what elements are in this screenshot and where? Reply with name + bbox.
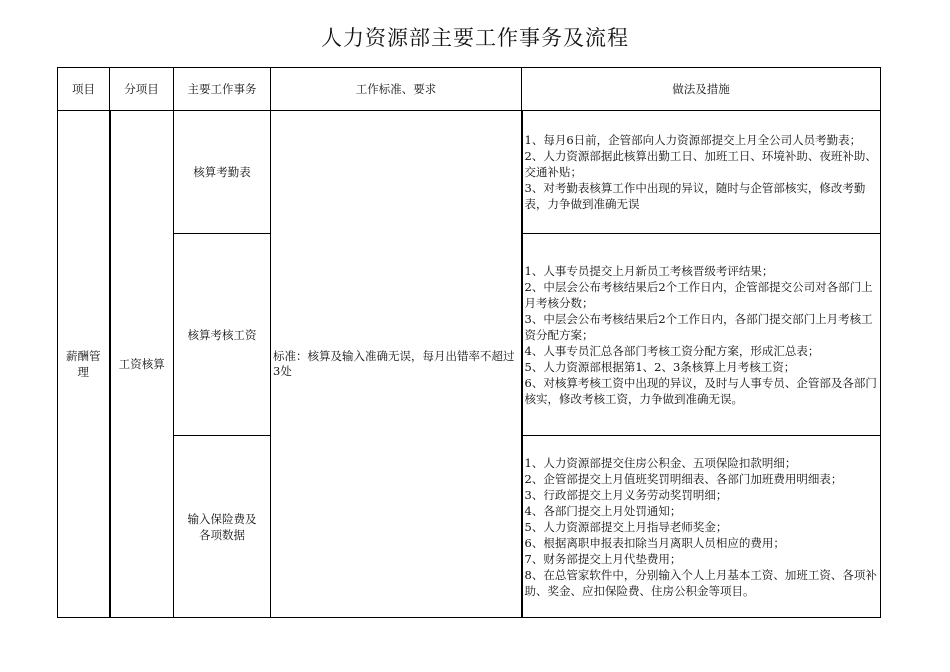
workflow-table: [57, 67, 881, 618]
step-line: 1、人力资源部提交住房公积金、五项保险扣款明细；: [524, 455, 797, 470]
step-line: 8、在总管家软件中，分别输入个人上月基本工资、加班工资、各项补助、奖金、应扣保险费、住房公积金等项目。: [524, 567, 877, 598]
step-line: 6、对核算考核工资中出现的异议，及时与人事专员、企管部及各部门核实，修改考核工资，力争做到准确无误。: [524, 375, 877, 406]
measures-cell: [522, 436, 881, 618]
task-cell: 输入保险费及各项数据: [174, 436, 271, 618]
page-title: 人力资源部主要工作事务及流程: [321, 26, 629, 50]
item-cell: 薪酬管理: [58, 111, 110, 618]
table-row: [58, 111, 881, 234]
header-task: 主要工作事务: [174, 68, 271, 111]
step-line: 3、中层会公布考核结果后2个工作日内，各部门提交部门上月考核工资分配方案；: [524, 311, 873, 342]
task-cell: 核算考核工资: [174, 234, 271, 436]
step-line: 1、人事专员提交上月新员工考核晋级考评结果；: [524, 263, 774, 278]
subitem-cell: 工资核算: [110, 111, 174, 618]
header-item: 项目: [58, 68, 110, 111]
header-measures: 做法及措施: [522, 68, 881, 111]
step-line: 5、人力资源部提交上月指导老师奖金；: [524, 519, 728, 534]
step-line: 3、行政部提交上月义务劳动奖罚明细；: [524, 487, 728, 502]
measures-cell: [522, 111, 881, 234]
step-line: 7、财务部提交上月代垫费用；: [524, 551, 682, 566]
step-line: 4、各部门提交上月处罚通知；: [524, 503, 682, 518]
step-line: 2、人力资源部据此核算出勤工日、加班工日、环境补助、夜班补助、交通补贴；: [524, 149, 877, 179]
standard-cell: 标准：核算及输入准确无误，每月出错率不超过3处: [271, 111, 522, 618]
step-line: 6、根据离职申报表扣除当月离职人员相应的费用；: [524, 535, 785, 550]
measures-cell: [522, 234, 881, 436]
step-line: 2、企管部提交上月值班奖罚明细表、各部门加班费用明细表；: [524, 471, 843, 486]
step-line: 3、对考勤表核算工作中出现的异议，随时与企管部核实，修改考勤表，力争做到准确无误: [524, 181, 866, 211]
step-line: 5、人力资源部根据第1、2、3条核算上月考核工资；: [524, 359, 796, 374]
step-line: 4、人事专员汇总各部门考核工资分配方案，形成汇总表；: [524, 343, 820, 358]
header-subitem: 分项目: [110, 68, 174, 111]
header-row: [58, 68, 881, 111]
header-standard: 工作标准、要求: [271, 68, 522, 111]
step-line: 1、每月6日前，企管部向人力资源部提交上月全公司人员考勤表；: [524, 133, 862, 147]
task-cell: 核算考勤表: [174, 111, 271, 234]
step-line: 2、中层会公布考核结果后2个工作日内，企管部提交公司对各部门上月考核分数；: [524, 279, 873, 310]
